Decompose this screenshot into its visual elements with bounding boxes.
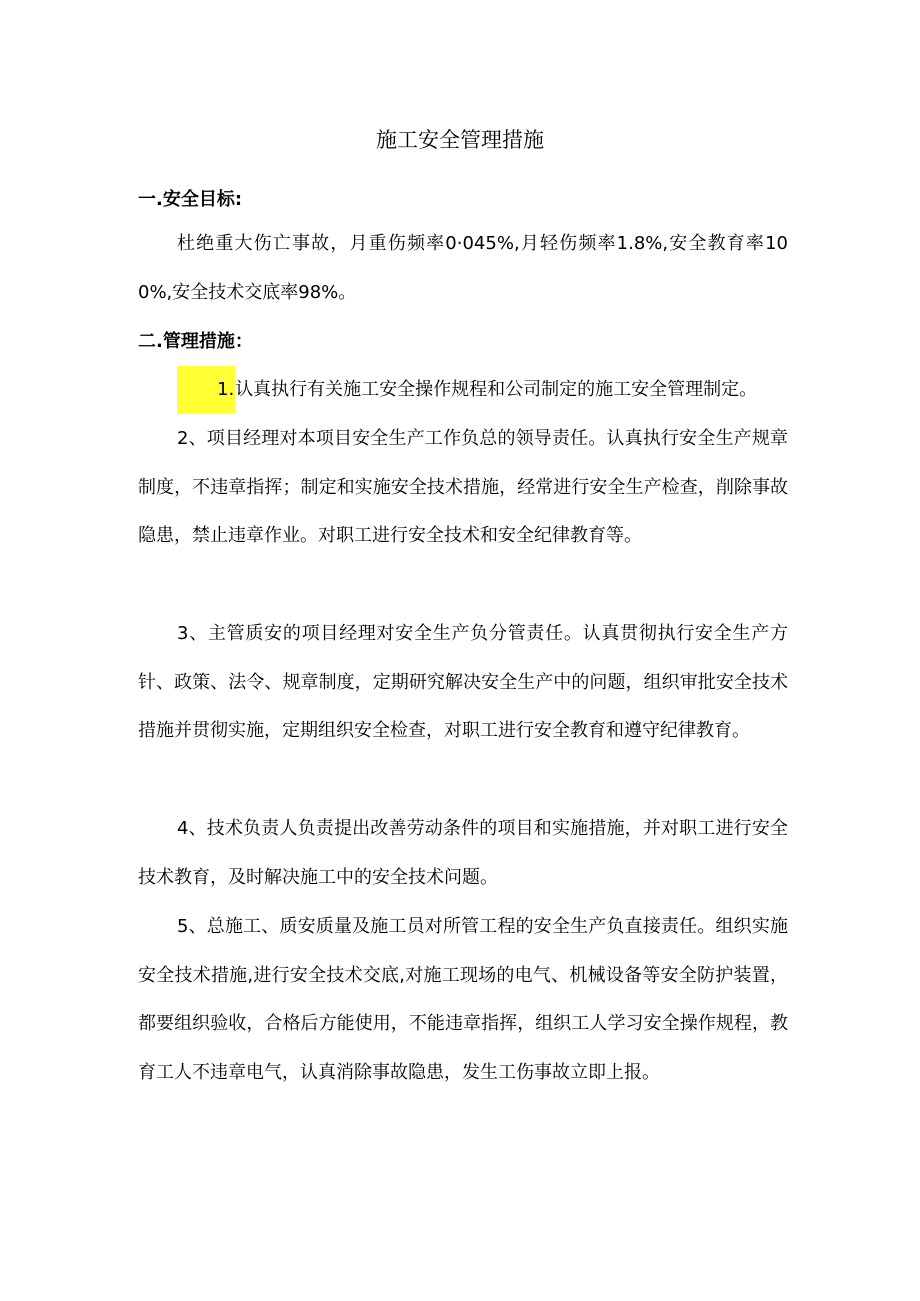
measure-item-1 (138, 366, 788, 415)
section-heading-safety-goals: 一.安全目标: (138, 189, 243, 210)
measure-item-2: 2、项目经理对本项目安全生产工作负总的领导责任。认真执行安全生产规章制度，不违章指挥；制定和实施安全技术措施，经常进行安全生产检查，削除事故隐患，禁止违章作业。对职工进行安全技术和安全纪律教育等。 (138, 428, 788, 546)
section-heading-management-measures: 二.管理措施： (138, 331, 253, 352)
measure-item-3: 3、主管质安的项目经理对安全生产负分管责任。认真贯彻执行安全生产方针、政策、法令、规章制度，定期研究解决安全生产中的问题，组织审批安全技术措施并贯彻实施，定期组织安全检查，对职工进行安全教育和遵守纪律教育。 (138, 623, 788, 741)
measure-item-5: 5、总施工、质安质量及施工员对所管工程的安全生产负直接责任。组织实施安全技术措施,进行安全技术交底,对施工现场的电气、机械设备等安全防护装置，都要组织验收，合格后方能使用，不能违章指挥，组织工人学习安全操作规程，教育工人不违章电气，认真消除事故隐患，发生工伤事故立即上报。 (138, 916, 788, 1083)
highlighted-item-number: 1. (177, 366, 235, 414)
measure-item-1-text: 认真执行有关施工安全操作规程和公司制定的施工安全管理制定。 (235, 379, 758, 400)
document-title: 施工安全管理措施 (376, 128, 544, 152)
safety-goals-paragraph: 杜绝重大伤亡事故，月重伤频率0·045%,月轻伤频率1.8%,安全教育率100%,安全技术交底率98%。 (138, 233, 788, 303)
measure-item-4: 4、技术负责人负责提出改善劳动条件的项目和实施措施，并对职工进行安全技术教育，及时解决施工中的安全技术问题。 (138, 818, 788, 888)
